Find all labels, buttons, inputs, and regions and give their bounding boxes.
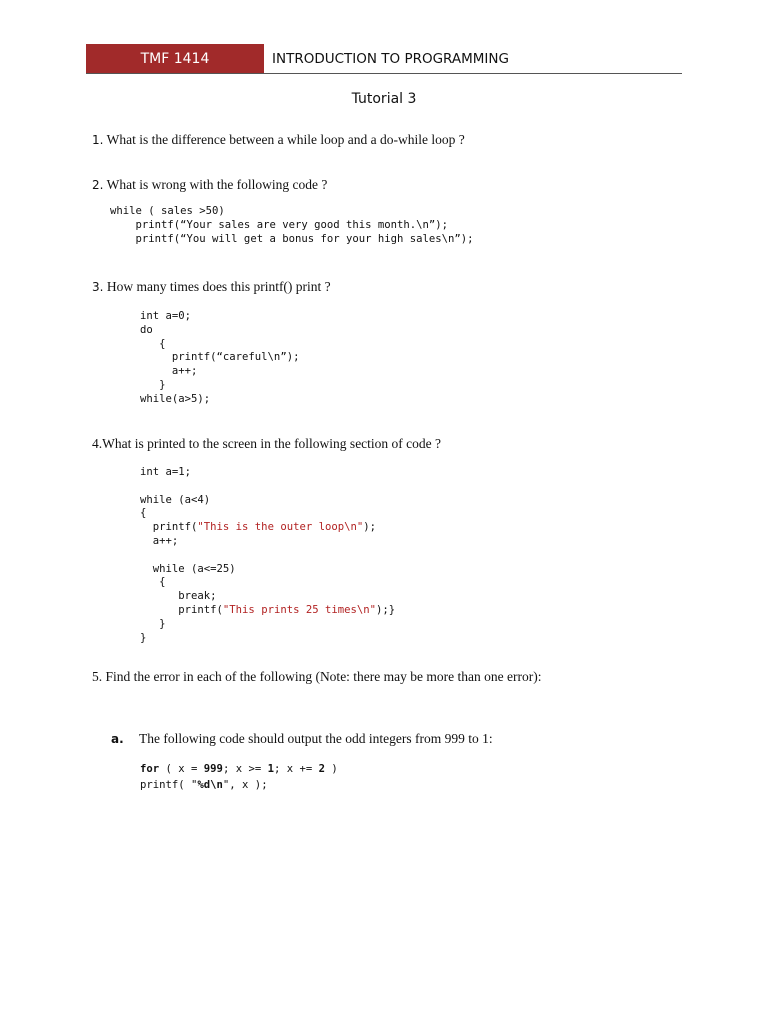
code-line-blank [140,549,395,563]
code-line [140,521,395,535]
code-string: "This is the outer loop\n" [197,521,364,534]
code-line: while ( sales >50) [110,205,225,217]
code-token: ( x = [159,763,204,775]
code-line: printf(“careful\n”); [140,351,300,364]
code-line: { [140,507,147,520]
question-1 [92,132,465,148]
code-line [140,604,395,618]
code-token: ", x ); [222,778,268,791]
code-line: a++; [140,534,179,547]
code-line: printf(“Your sales are very good this month.\n”); [110,218,449,231]
code-line: int a=0; [140,310,192,322]
question-2-code [110,205,474,246]
code-format-string: %d\n [197,778,223,791]
question-4 [92,436,441,452]
code-line: } [140,631,147,644]
code-keyword: for [140,763,160,775]
question-5a-label: a. [111,732,124,746]
code-line: break; [140,590,217,603]
code-token: ; x >= [222,763,268,775]
code-string: "This prints 25 times\n" [222,603,376,616]
code-line [140,778,338,794]
question-5a-code [140,762,338,793]
code-line: { [140,576,166,589]
code-number: 2 [318,763,326,775]
code-token: printf( [140,603,223,616]
code-token: ); [363,521,376,534]
question-1-number: 1. [92,133,104,147]
code-token: );} [376,603,396,616]
code-line: printf(“You will get a bonus for your high sales\n”); [110,232,474,245]
code-line: while (a<4) [140,493,211,506]
course-code-banner: TMF 1414 [86,44,264,74]
question-3-code [140,310,299,407]
tutorial-title [0,91,768,107]
question-5a-text: The following code should output the odd integers from 999 to 1: [139,731,493,746]
question-4-text: 4.What is printed to the screen in the following section of code ? [92,436,442,451]
code-line: int a=1; [140,466,192,478]
code-line: } [140,378,166,391]
code-line: a++; [140,365,198,378]
header-divider [86,73,682,74]
question-2 [92,177,327,193]
question-3-text: How many times does this printf() print ? [103,279,331,294]
question-1-text: What is the difference between a while loop and a do-while loop ? [103,132,465,147]
code-token: ; x += [273,763,319,775]
code-line: while (a<=25) [140,562,236,575]
code-number: 999 [203,763,223,775]
code-line: do [140,323,153,336]
code-line-blank [140,480,395,494]
code-line: while(a>5); [140,392,211,405]
code-token: printf( [140,521,198,534]
code-number: 1 [267,763,274,775]
code-token: ) [325,763,338,775]
question-5 [92,669,541,685]
question-2-number: 2. [92,178,104,192]
code-line [140,762,338,778]
tutorial-title-number: 3 [407,91,417,107]
question-2-text: What is wrong with the following code ? [103,177,328,192]
question-3-number: 3. [92,280,104,294]
code-line: } [140,617,166,630]
question-5-text: 5. Find the error in each of the following (Note: there may be more than one error): [92,669,542,684]
tutorial-title-word: Tutorial [351,91,404,107]
question-3 [92,279,331,295]
code-line: { [140,337,166,350]
course-title: INTRODUCTION TO PROGRAMMING [272,51,509,67]
question-4-code [140,466,395,645]
code-token: printf( " [140,778,198,791]
